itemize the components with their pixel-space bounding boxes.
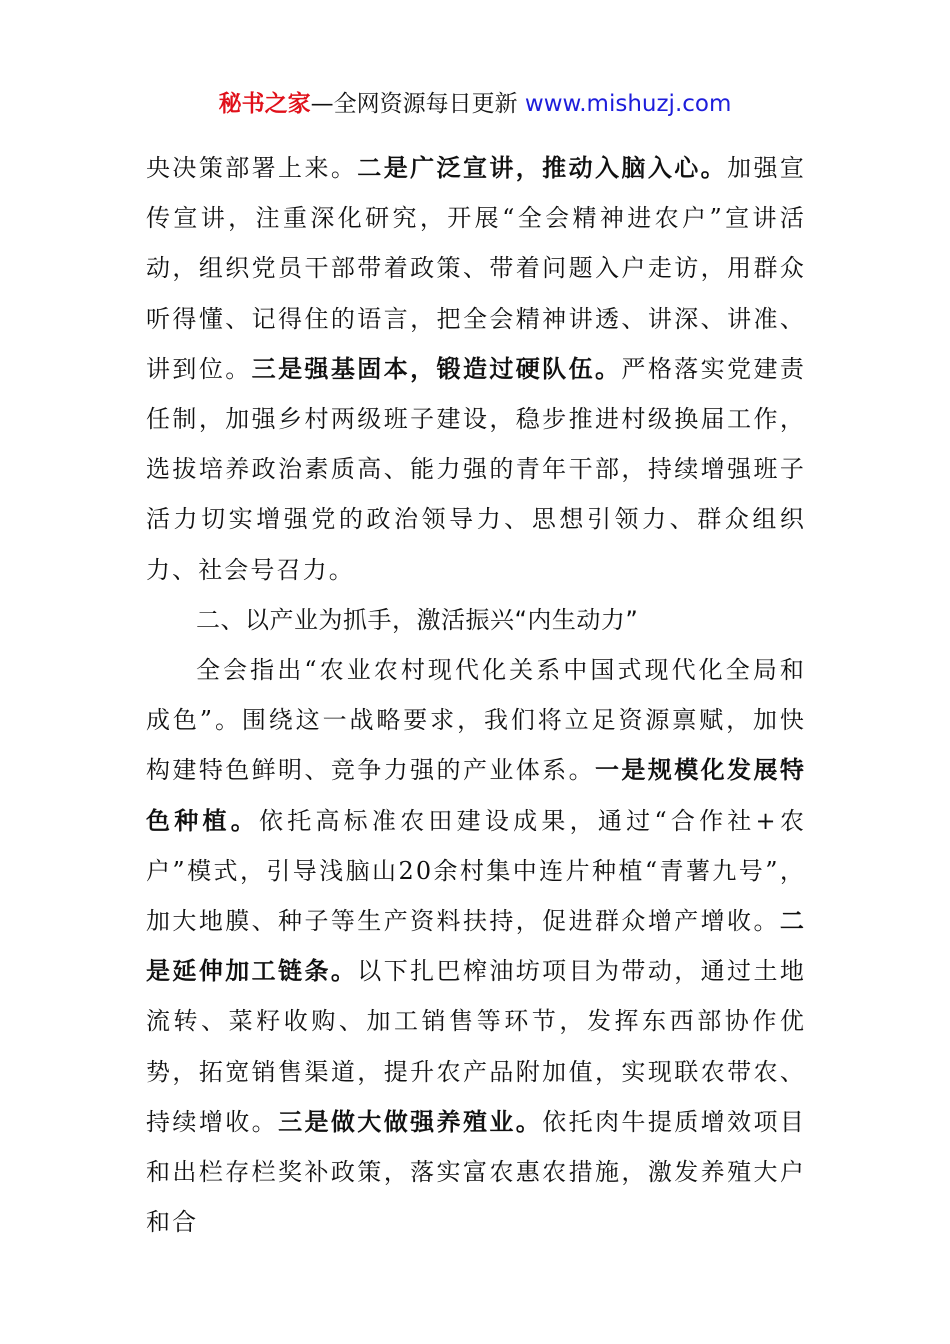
- site-url-link[interactable]: www.mishuzj.com: [524, 91, 732, 117]
- paragraph-text: 央决策部署上来。: [146, 154, 358, 182]
- bold-point-3: 三是强基固本，锻造过硬队伍。: [251, 354, 622, 383]
- header-dash: —: [310, 91, 334, 117]
- document-body: [146, 143, 806, 1247]
- paragraph-text: 依托高标准农田建设成果，通过“合作社+农户”模式，引导浅脑山20余村集中连片种植“青薯九号”，加大地膜、种子等生产资料扶持，促进群众增产增收。: [146, 806, 806, 936]
- bold-point-2: 二是广泛宣讲，推动入脑入心。: [357, 154, 728, 182]
- paragraph-text: 以下扎巴榨油坊项目为带动，通过土地流转、菜籽收购、加工销售等环节，发挥东西部协作优势，拓宽销售渠道，提升农产品附加值，实现联农带农、持续增收。: [146, 957, 806, 1136]
- bold-point-2: 二是延伸加工链条。: [146, 907, 806, 986]
- paragraph-text: 依托肉牛提质增效项目和出栏存栏奖补政策，落实富农惠农措施，激发养殖大户和合: [146, 1107, 806, 1237]
- paragraph-1: [146, 143, 806, 595]
- header-slogan: 全网资源每日更新: [333, 91, 518, 117]
- paragraph-text: 全会指出“农业农村现代化关系中国式现代化全局和成色”。围绕这一战略要求，我们将立足资源禀赋，加快构建特色鲜明、竞争力强的产业体系。: [146, 656, 806, 785]
- bold-point-3: 三是做大做强养殖业。: [278, 1107, 543, 1136]
- section-heading-2: 二、以产业为抓手，激活振兴“内生动力”: [196, 605, 639, 634]
- bold-point-1: 一是规模化发展特色种植。: [146, 756, 806, 835]
- brand-name: 秘书之家: [218, 91, 311, 117]
- paragraph-text: 严格落实党建责任制，加强乡村两级班子建设，稳步推进村级换届工作，选拔培养政治素质高、能力强的青年干部，持续增强班子活力切实增强党的政治领导力、思想引领力、群众组织力、社会号召力。: [146, 354, 806, 584]
- paragraph-text: 加强宣传宣讲，注重深化研究，开展“全会精神进农户”宣讲活动，组织党员干部带着政策、带着问题入户走访，用群众听得懂、记得住的语言，把全会精神讲透、讲深、讲准、讲到位。: [146, 154, 806, 383]
- site-header: [0, 88, 950, 120]
- paragraph-2: [146, 645, 806, 1247]
